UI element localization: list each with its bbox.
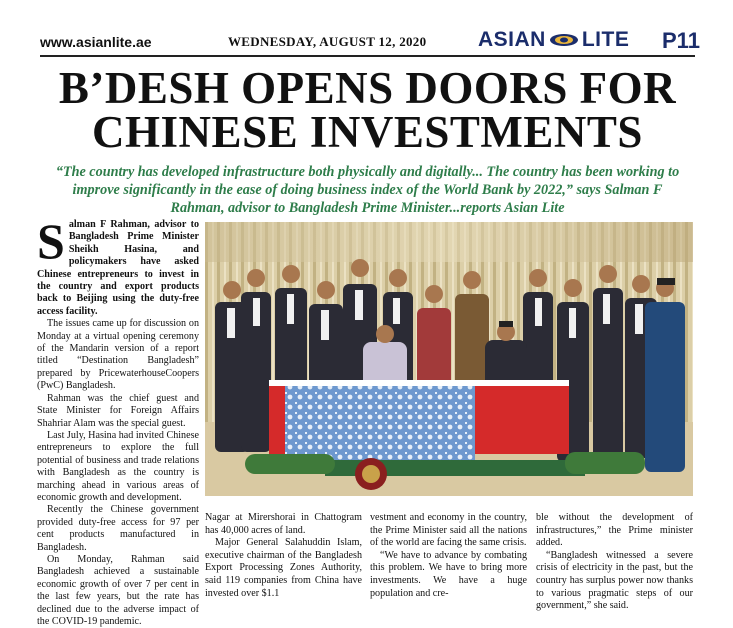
headline-line-2: CHINESE INVESTMENTS <box>92 107 643 157</box>
masthead <box>40 28 700 54</box>
lead-paragraph <box>37 213 199 318</box>
deck-quote: “The country has developed infrastructure both physically and digitally... The country has been working to improve significantly in the ease of doing business index of the World Bank by 2022,” says Salman F Rahman, advisor to Bangladesh Prime Minister...reports Asian Lite <box>55 164 680 216</box>
page-number: P11 <box>662 28 700 53</box>
meeting-photo <box>205 222 693 496</box>
paragraph: Nagar at Mirershorai in Chattogram has 40,000 acres of land. <box>205 512 362 536</box>
paragraph: Last July, Hasina had invited Chinese entrepreneurs to explore the full potential of business and trade relations with Bangladesh as the country is marching ahead in various areas of economic growth and development. <box>37 429 199 503</box>
meeting-photo-illustration <box>205 222 693 496</box>
logo-word-right: LITE <box>581 28 630 51</box>
paragraph: Rahman was the chief guest and State Minister for Foreign Affairs Shahriar Alam was the special guest. <box>37 392 199 429</box>
article-column-2 <box>205 512 362 600</box>
paragraph: The issues came up for discussion on Monday at a virtual opening ceremony of the Mandarin version of a report titled “Destination Bangladesh” prepared by PricewaterhouseCoopers (PwC) Bangladesh. <box>37 318 199 392</box>
globe-icon <box>549 33 579 47</box>
paragraph: Recently the Chinese government provided duty-free access for 97 per cent products manufactured in Bangladesh. <box>37 504 199 553</box>
headline <box>30 63 705 157</box>
headline-line-1: B’DESH OPENS DOORS FOR <box>58 63 677 113</box>
article-column-1 <box>37 213 199 628</box>
site-url[interactable]: www.asianlite.ae <box>40 34 152 50</box>
logo-word-left: ASIAN <box>478 28 546 51</box>
article-column-3 <box>370 512 527 600</box>
paragraph: Major General Salahuddin Islam, executive chairman of the Bangladesh Export Processing Zones Authority, said 119 companies from China have invested over $1.1 <box>205 537 362 599</box>
paragraph: On Monday, Rahman said Bangladesh achieved a sustainable economic growth of over 7 per cent in the last few years, but the rate has declined due to the adverse impact of the COVID-19 pandemic. <box>37 553 199 627</box>
masthead-rule <box>40 55 695 57</box>
issue-date: WEDNESDAY, AUGUST 12, 2020 <box>228 34 427 49</box>
paragraph: ble without the development of infrastructures,” the Prime minister added. <box>536 512 693 549</box>
drop-cap: S <box>37 213 65 269</box>
lead-text: alman F Rahman, advisor to Bangladesh Prime Minister Sheikh Hasina, and policymakers have asked Chinese entrepreneurs to invest in the country and export products back to Beijing using the duty-free access facility. <box>37 219 199 317</box>
paragraph: “Bangladesh witnessed a severe crisis of electricity in the past, but the country has surplus power now thanks to various pragmatic steps of our government,” she said. <box>536 549 693 612</box>
paragraph: “We have to advance by combating this problem. We have to bring more investments. We have a huge population and cre- <box>370 549 527 599</box>
article-column-4 <box>536 512 693 613</box>
asian-lite-logo <box>478 28 629 52</box>
paragraph: vestment and economy in the country, the Prime Minister said all the nations of the world are facing the same crisis. <box>370 512 527 549</box>
